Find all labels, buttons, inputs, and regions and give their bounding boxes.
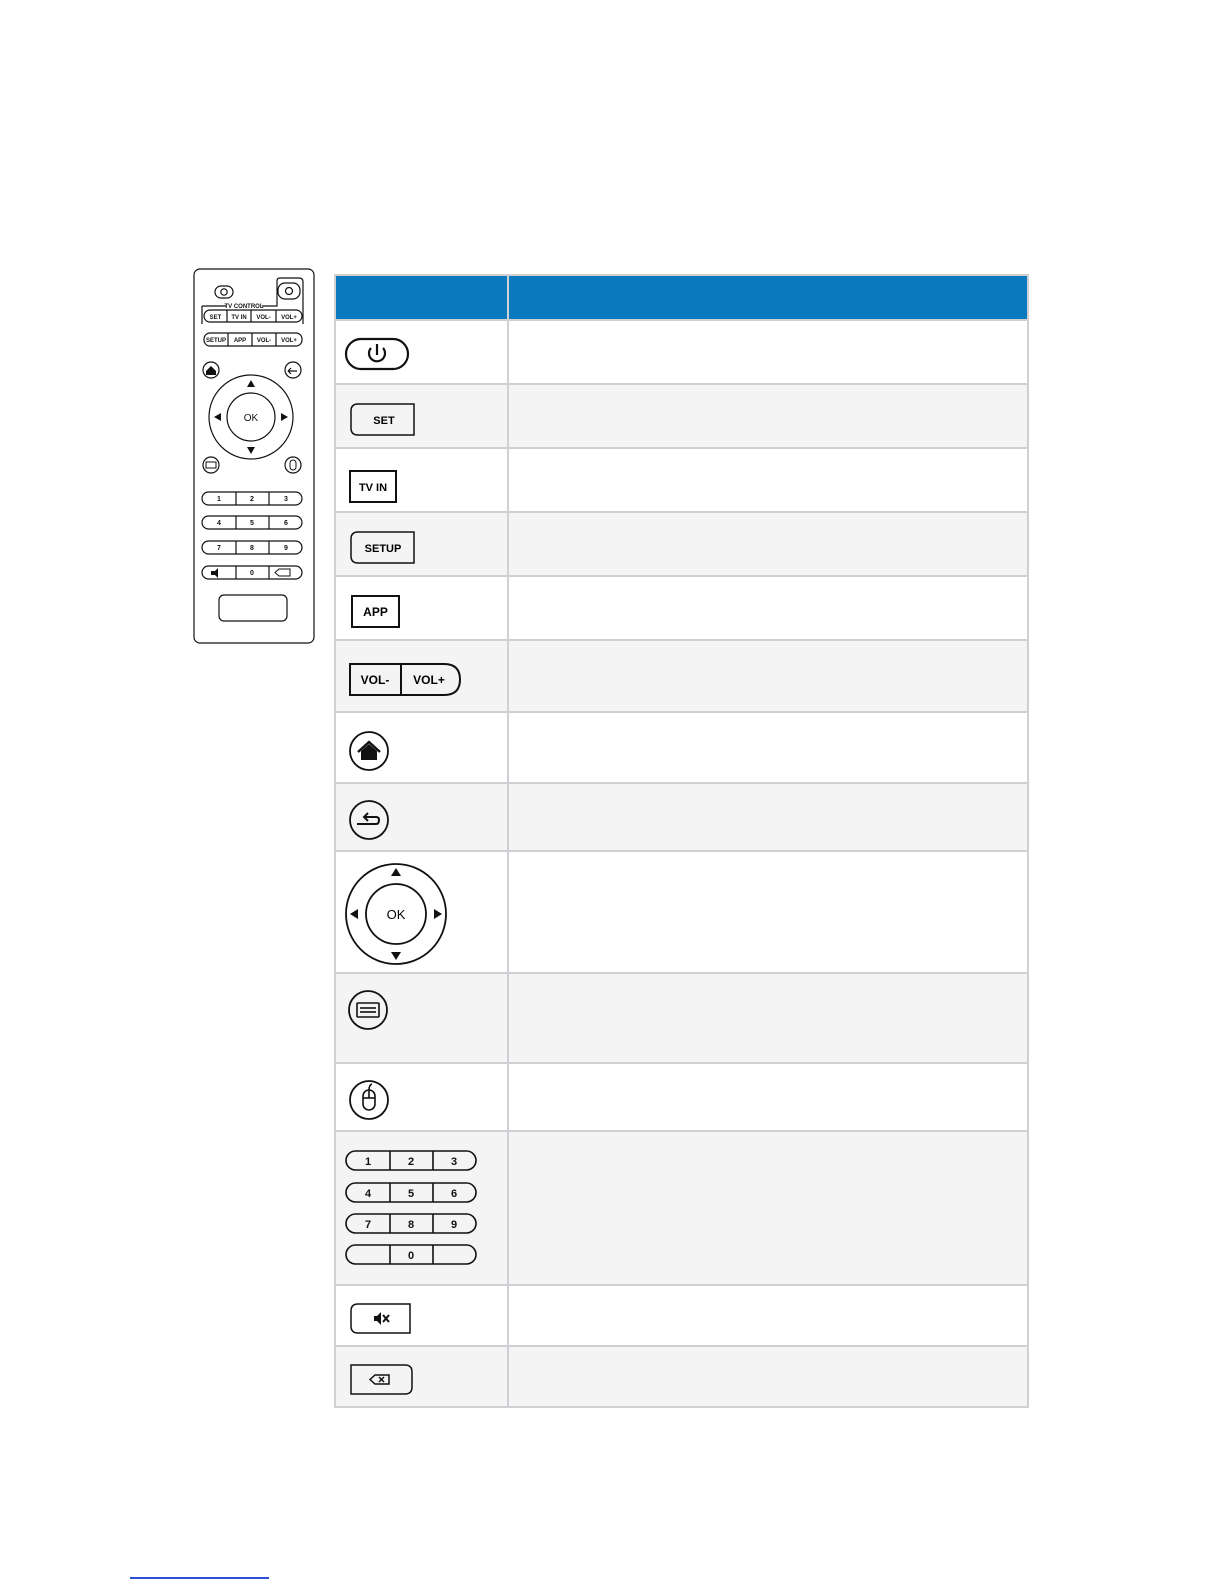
volume-button-graphic xyxy=(348,661,478,705)
right-arrow-icon xyxy=(434,909,442,919)
footer-link-underline[interactable] xyxy=(130,1577,269,1579)
power-button-cell xyxy=(335,320,508,384)
back-icon xyxy=(288,368,297,374)
remote-volminus2-label: VOL- xyxy=(256,338,272,344)
remote-tv-power-button xyxy=(278,283,300,299)
backspace-button-graphic xyxy=(350,1363,430,1403)
menu-icon xyxy=(357,1003,379,1017)
mouse-button-cell xyxy=(335,1063,508,1131)
menu-button-graphic xyxy=(347,989,407,1039)
header-button-column xyxy=(335,275,508,320)
table-row xyxy=(335,576,1028,640)
key-8: 8 xyxy=(407,1219,415,1231)
remote-key-1: 1 xyxy=(217,496,221,503)
back-description xyxy=(508,783,1028,851)
remote-tvin-label: TV IN xyxy=(231,315,247,321)
app-description xyxy=(508,576,1028,640)
table-row xyxy=(335,1346,1028,1407)
key-5: 5 xyxy=(407,1188,415,1200)
tv-control-label: TV CONTROL xyxy=(224,304,264,310)
remote-back-button xyxy=(285,362,301,378)
set-description xyxy=(508,384,1028,448)
home-icon xyxy=(358,742,380,760)
backspace-icon xyxy=(370,1375,389,1384)
mute-icon xyxy=(374,1312,389,1325)
app-button-graphic xyxy=(350,594,430,634)
home-button-graphic xyxy=(348,730,408,780)
key-6: 6 xyxy=(450,1188,458,1200)
menu-description xyxy=(508,973,1028,1063)
remote-key-0: 0 xyxy=(250,570,254,577)
key-3: 3 xyxy=(450,1156,458,1168)
remote-key-7: 7 xyxy=(217,545,221,552)
down-arrow-icon xyxy=(247,447,255,454)
down-arrow-icon xyxy=(391,952,401,960)
tv-in-description xyxy=(508,448,1028,512)
back-button-graphic xyxy=(348,799,408,849)
keypad-graphic xyxy=(344,1141,504,1281)
mouse-button-graphic xyxy=(348,1079,408,1129)
remote-key-5: 5 xyxy=(250,520,254,527)
button-function-table xyxy=(334,274,1029,1408)
tv-in-label: TV IN xyxy=(358,482,388,494)
remote-volplus-label: VOL+ xyxy=(281,315,297,321)
keypad-description xyxy=(508,1131,1028,1285)
back-icon xyxy=(357,813,379,824)
remote-body xyxy=(194,269,314,643)
keypad-cell xyxy=(335,1131,508,1285)
table-row xyxy=(335,973,1028,1063)
remote-control-diagram xyxy=(193,268,315,644)
table-row xyxy=(335,384,1028,448)
remote-volminus-label: VOL- xyxy=(256,315,271,321)
remote-power-button xyxy=(215,286,233,298)
key-2: 2 xyxy=(407,1156,415,1168)
remote-key-2: 2 xyxy=(250,496,254,503)
remote-key-3: 3 xyxy=(284,496,288,503)
home-description xyxy=(508,712,1028,783)
table-header-row xyxy=(335,275,1028,320)
left-arrow-icon xyxy=(350,909,358,919)
table-row xyxy=(335,640,1028,712)
remote-mouse-button xyxy=(285,457,301,473)
key-7: 7 xyxy=(364,1219,372,1231)
table-row xyxy=(335,1063,1028,1131)
mute-button-cell xyxy=(335,1285,508,1346)
back-button-cell xyxy=(335,783,508,851)
remote-bottom-pad xyxy=(219,595,287,621)
setup-description xyxy=(508,512,1028,576)
vol-plus-label: VOL+ xyxy=(413,673,445,687)
backspace-icon xyxy=(275,569,290,576)
up-arrow-icon xyxy=(247,380,255,387)
table-row xyxy=(335,448,1028,512)
volume-button-cell xyxy=(335,640,508,712)
tv-in-button-graphic xyxy=(348,465,428,505)
mute-icon xyxy=(211,568,218,578)
mouse-icon xyxy=(290,460,296,470)
remote-setup-label: SETUP xyxy=(205,338,227,344)
power-button-graphic xyxy=(344,336,424,376)
vol-minus-label: VOL- xyxy=(360,673,390,687)
table-row xyxy=(335,851,1028,973)
remote-key-6: 6 xyxy=(284,520,288,527)
table-row xyxy=(335,712,1028,783)
tv-power-icon xyxy=(286,288,293,295)
mouse-description xyxy=(508,1063,1028,1131)
remote-set-label: SET xyxy=(209,315,222,321)
key-9: 9 xyxy=(450,1219,458,1231)
tv-in-button-cell xyxy=(335,448,508,512)
menu-button-cell xyxy=(335,973,508,1063)
dpad-description xyxy=(508,851,1028,973)
remote-volplus2-label: VOL+ xyxy=(281,338,297,344)
mute-description xyxy=(508,1285,1028,1346)
app-button-cell xyxy=(335,576,508,640)
table-row xyxy=(335,320,1028,384)
setup-button-graphic xyxy=(350,530,430,570)
table-row xyxy=(335,1285,1028,1346)
remote-app-label: APP xyxy=(233,338,247,344)
mouse-icon xyxy=(363,1084,375,1110)
remote-menu-button xyxy=(203,457,219,473)
key-1: 1 xyxy=(364,1156,372,1168)
power-icon xyxy=(221,289,227,295)
up-arrow-icon xyxy=(391,868,401,876)
ok-label: OK xyxy=(386,907,406,922)
left-arrow-icon xyxy=(214,413,221,421)
remote-ok-label: OK xyxy=(243,413,259,424)
set-button-cell xyxy=(335,384,508,448)
key-4: 4 xyxy=(364,1188,372,1200)
set-button-graphic xyxy=(350,402,430,442)
power-icon xyxy=(369,344,385,361)
remote-key-9: 9 xyxy=(284,545,288,552)
setup-label: SETUP xyxy=(364,543,402,555)
header-function-column xyxy=(508,275,1028,320)
menu-icon xyxy=(206,462,216,468)
remote-key-8: 8 xyxy=(250,545,254,552)
home-button-cell xyxy=(335,712,508,783)
key-0: 0 xyxy=(407,1250,415,1262)
home-icon xyxy=(206,366,216,375)
app-label: APP xyxy=(363,605,388,619)
mute-button-graphic xyxy=(350,1302,430,1342)
remote-key-4: 4 xyxy=(217,520,221,527)
dpad-graphic xyxy=(344,860,454,970)
volume-description xyxy=(508,640,1028,712)
table-row xyxy=(335,783,1028,851)
setup-button-cell xyxy=(335,512,508,576)
backspace-description xyxy=(508,1346,1028,1407)
table-row xyxy=(335,1131,1028,1285)
table-row xyxy=(335,512,1028,576)
power-description xyxy=(508,320,1028,384)
right-arrow-icon xyxy=(281,413,288,421)
dpad-cell xyxy=(335,851,508,973)
set-label: SET xyxy=(373,415,395,427)
backspace-button-cell xyxy=(335,1346,508,1407)
